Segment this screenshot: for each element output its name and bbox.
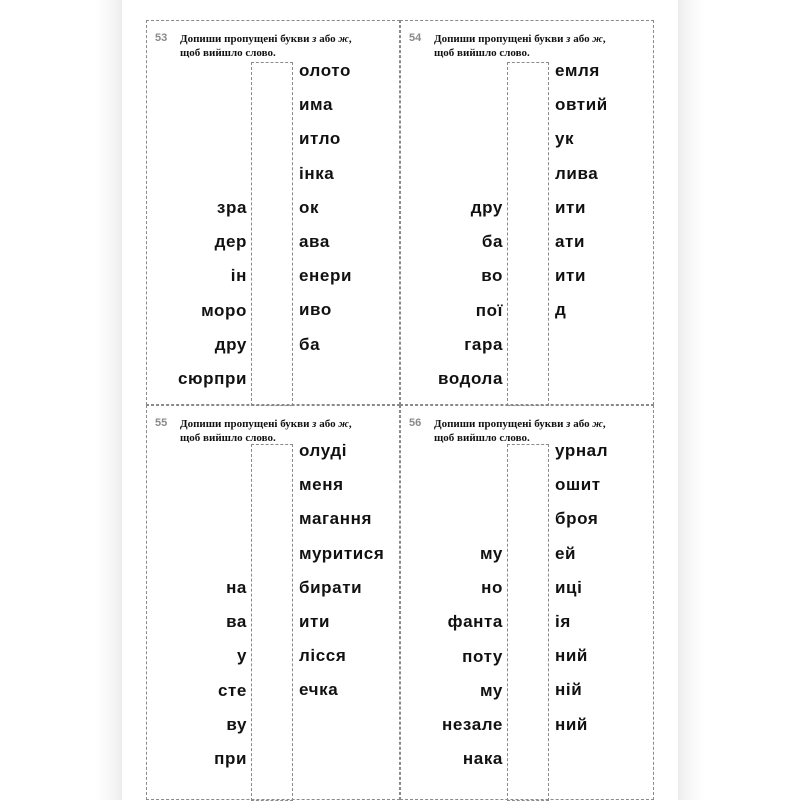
word-beginning: дру bbox=[214, 334, 247, 354]
word-ending: ній bbox=[555, 680, 583, 700]
page-shadow-left bbox=[96, 0, 122, 800]
word-beginning: пої bbox=[475, 300, 503, 320]
word-ending: олуді bbox=[299, 441, 348, 460]
word-beginning: фанта bbox=[447, 612, 503, 632]
answer-blank-column[interactable] bbox=[251, 444, 293, 801]
word-ending: има bbox=[299, 95, 334, 115]
exercise-number: 53 bbox=[155, 32, 168, 44]
exercise-card-55 bbox=[146, 405, 400, 800]
word-ending: ечка bbox=[299, 680, 339, 700]
word-ending: урнал bbox=[555, 441, 609, 460]
word-beginning: при bbox=[214, 749, 247, 768]
word-ending: муритися bbox=[299, 543, 385, 563]
word-beginning: му bbox=[479, 544, 503, 563]
word-ending: итло bbox=[299, 129, 341, 149]
word-beginning: дру bbox=[470, 198, 503, 217]
word-ending: енери bbox=[299, 266, 353, 286]
answer-blank-column[interactable] bbox=[251, 62, 293, 406]
word-beginning: сюрпри bbox=[177, 369, 247, 388]
word-beginning: на bbox=[226, 578, 247, 597]
word-ending: бирати bbox=[299, 577, 363, 597]
word-ending: ба bbox=[299, 334, 321, 354]
word-ending: броя bbox=[555, 509, 599, 529]
word-ending: олото bbox=[299, 61, 351, 80]
word-ending: овтий bbox=[555, 95, 608, 115]
exercise-card-56 bbox=[400, 405, 654, 800]
word-beginning: ба bbox=[481, 232, 503, 252]
word-ending: ний bbox=[555, 714, 588, 734]
worksheet bbox=[140, 20, 660, 800]
exercise-number: 56 bbox=[409, 417, 422, 429]
word-beginning: нака bbox=[462, 749, 503, 769]
exercise-instruction: Допиши пропущені букви з або ж, щоб вийшло слово. bbox=[180, 33, 352, 59]
word-beginning: му bbox=[479, 680, 503, 700]
word-ending: лива bbox=[555, 163, 599, 183]
word-ending: магання bbox=[299, 509, 372, 529]
word-beginning: во bbox=[481, 266, 503, 286]
word-ending: иці bbox=[555, 577, 583, 597]
word-beginning: ва bbox=[226, 612, 247, 632]
exercise-card-53 bbox=[146, 20, 400, 405]
word-ending: ок bbox=[299, 197, 320, 217]
exercise-instruction: Допиши пропущені букви з або ж, щоб вийшло слово. bbox=[434, 33, 606, 59]
exercise-instruction: Допиши пропущені букви з або ж, щоб вийшло слово. bbox=[434, 418, 606, 444]
word-beginning: ін bbox=[230, 266, 247, 286]
exercise-number: 55 bbox=[155, 417, 168, 429]
exercise-instruction: Допиши пропущені букви з або ж, щоб вийшло слово. bbox=[180, 418, 352, 444]
word-ending: ія bbox=[555, 612, 571, 631]
word-ending: д bbox=[555, 300, 567, 320]
word-beginning: ву bbox=[226, 714, 247, 734]
word-beginning: дер bbox=[214, 232, 247, 252]
word-ending: ошит bbox=[555, 475, 601, 495]
word-ending: ук bbox=[555, 129, 575, 149]
word-ending: ити bbox=[299, 612, 331, 631]
word-beginning: водола bbox=[438, 369, 503, 388]
word-ending: лісся bbox=[299, 646, 347, 666]
word-ending: ити bbox=[555, 266, 587, 286]
word-beginning: сте bbox=[217, 680, 247, 700]
exercise-number: 54 bbox=[409, 32, 422, 44]
exercise-card-54 bbox=[400, 20, 654, 405]
word-beginning: моро bbox=[201, 300, 247, 320]
word-beginning: зра bbox=[216, 198, 247, 217]
word-beginning: поту bbox=[462, 646, 503, 666]
word-ending: иво bbox=[299, 300, 332, 320]
word-beginning: незале bbox=[441, 715, 503, 734]
answer-blank-column[interactable] bbox=[507, 62, 549, 406]
word-ending: інка bbox=[299, 163, 335, 183]
answer-blank-column[interactable] bbox=[507, 444, 549, 801]
word-beginning: у bbox=[236, 646, 247, 666]
word-beginning: но bbox=[481, 578, 503, 598]
word-ending: емля bbox=[555, 61, 600, 80]
word-ending: ей bbox=[555, 543, 577, 563]
word-ending: ний bbox=[555, 646, 588, 666]
word-ending: меня bbox=[299, 475, 344, 495]
word-ending: ити bbox=[555, 197, 587, 217]
word-ending: ава bbox=[299, 232, 330, 251]
page-shadow-right bbox=[678, 0, 704, 800]
word-ending: ати bbox=[555, 232, 586, 251]
word-beginning: гара bbox=[464, 334, 503, 354]
